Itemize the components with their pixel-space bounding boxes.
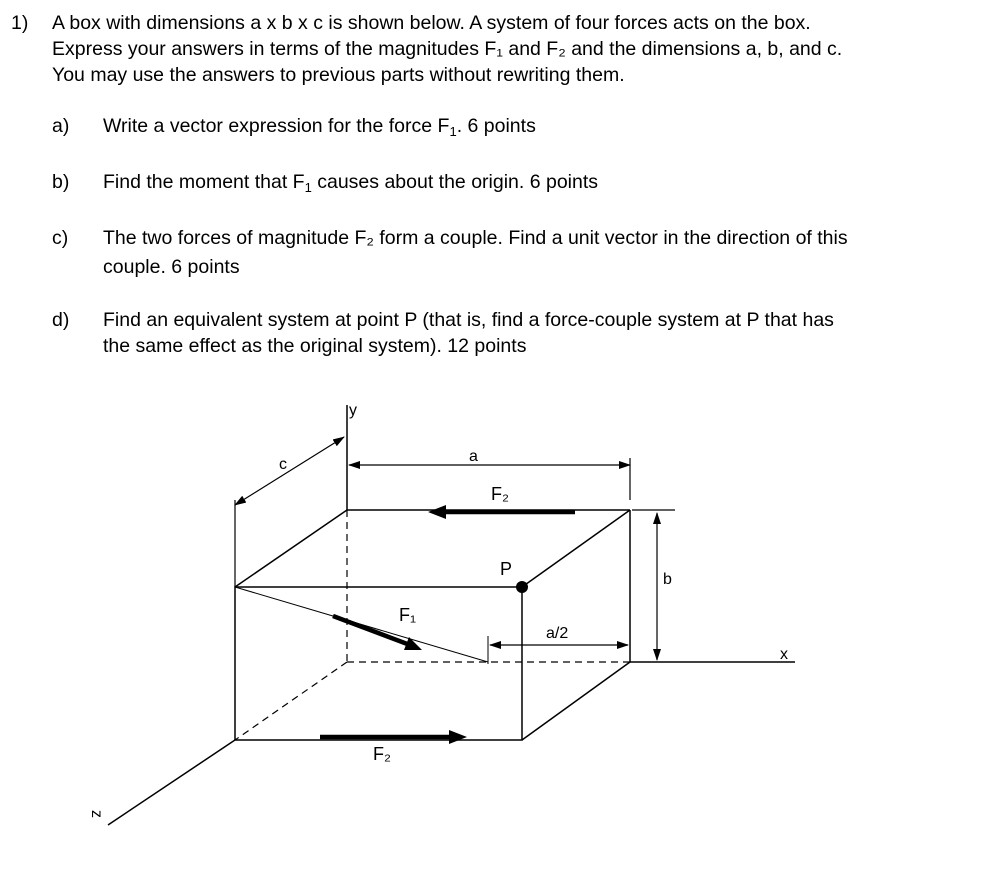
x-axis-label: x <box>780 646 788 663</box>
part-line: Write a vector expression for the force $F_1$. 6 points <box>103 115 536 139</box>
f2-top-label: F₂ <box>491 484 509 504</box>
intro-line: You may use the answers to previous parts without rewriting them. <box>52 64 625 86</box>
question-number: 1) <box>11 12 29 34</box>
box-edge <box>235 510 347 587</box>
f1-force <box>333 616 410 645</box>
part-d-label: d) <box>52 309 70 331</box>
hidden-edge <box>235 662 347 740</box>
box-edge <box>522 662 630 740</box>
box-edge <box>522 510 630 587</box>
dimension-b-label: b <box>663 571 672 588</box>
dimension-c-label: c <box>279 456 287 473</box>
part-a-text <box>103 113 536 142</box>
part-line: couple. 6 points <box>103 256 240 278</box>
c-dimension-line <box>235 437 344 505</box>
z-axis-label: z <box>88 810 105 818</box>
f2-top-arrowhead <box>428 505 446 519</box>
y-axis-label: y <box>349 402 357 419</box>
part-line: The two forces of magnitude F₂ form a couple. Find a unit vector in the direction of this <box>103 227 848 249</box>
point-p-label: P <box>500 559 513 579</box>
f2-bottom-arrowhead <box>449 730 467 744</box>
part-b-text <box>103 169 598 198</box>
part-c-label: c) <box>52 227 69 249</box>
f2-bottom-label: F₂ <box>373 744 391 764</box>
problem-statement <box>52 10 842 88</box>
point-p <box>516 581 528 593</box>
part-line: Find an equivalent system at point P (that is, find a force-couple system at P that has <box>103 309 834 331</box>
part-c-text <box>103 225 848 283</box>
part-line: the same effect as the original system). 12 points <box>103 335 527 357</box>
f1-label: F₁ <box>399 605 417 625</box>
intro-line: A box with dimensions a x b x c is shown below. A system of four forces acts on the box. <box>52 12 811 34</box>
f1-arrowhead <box>404 637 422 650</box>
dimension-a-label: a <box>469 448 478 465</box>
part-a-label: a) <box>52 115 70 137</box>
z-axis <box>108 740 235 825</box>
dimension-a-half-label: a/2 <box>546 625 569 642</box>
part-line: Find the moment that $F_1$ causes about the origin. 6 points <box>103 171 599 195</box>
intro-line: Express your answers in terms of the magnitudes F₁ and F₂ and the dimensions a, b, and c. <box>52 38 843 60</box>
part-b-label: b) <box>52 171 70 193</box>
box-front-face <box>235 587 522 740</box>
part-d-text <box>103 307 834 359</box>
f1-line-of-action <box>235 587 488 662</box>
